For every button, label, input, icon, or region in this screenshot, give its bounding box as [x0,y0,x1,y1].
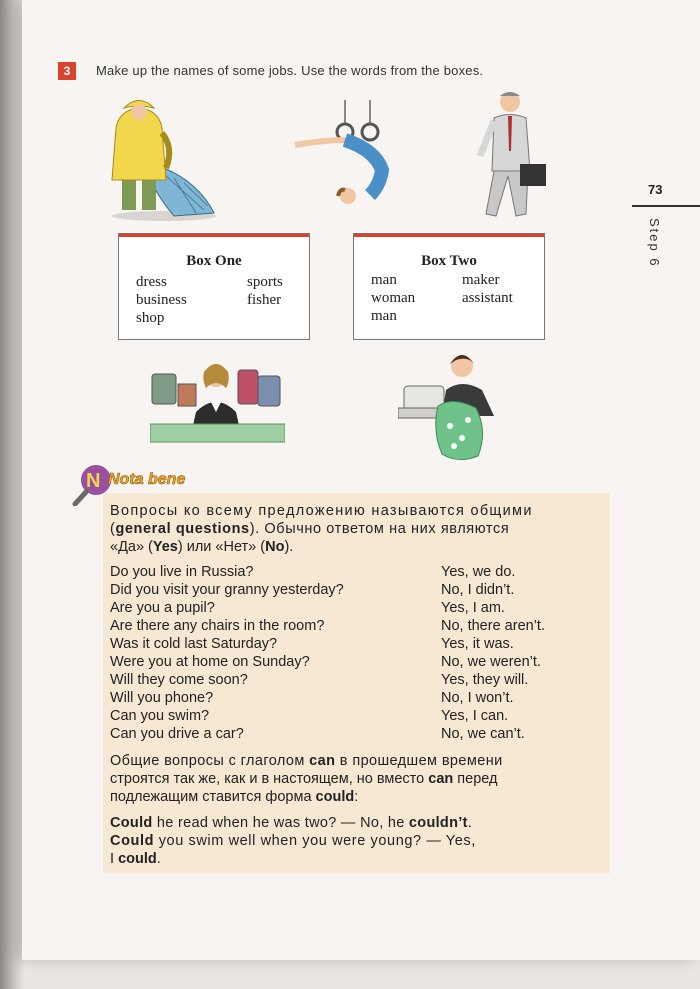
box-one-word: fisher [247,292,282,308]
box-one-title: Box One [186,253,242,269]
example-answer: No, I didn’t. [441,582,515,598]
page-tab-divider [632,205,700,207]
could-rule-line: подлежащим ставится форма could: [110,789,359,805]
example-question: Will you phone? [110,690,214,706]
could-example-line: I could. [110,851,161,867]
nota-bene-intro-line: (general questions). Обычно ответом на них являются [110,521,510,537]
fisherman-illustration [104,88,222,223]
example-question: Can you swim? [110,708,210,724]
could-example-line: Could he read when he was two? — No, he couldn’t. [110,815,473,831]
book-spine-shadow [0,0,24,989]
dressmaker-illustration [398,346,508,464]
box-two-word: woman [371,290,416,306]
nota-bene-intro-line: Вопросы ко всему предложению называются общими [110,503,533,519]
nota-bene-logo [70,462,230,506]
example-answer: Yes, we do. [441,564,516,580]
example-answer: Yes, they will. [441,672,529,688]
example-answer: Yes, I can. [441,708,509,724]
could-rule-line: строятся так же, как и в настоящем, но вместо can перед [110,771,498,787]
box-two-word: man [371,308,397,324]
box-one-word: dress [136,274,167,290]
example-answer: Yes, it was. [441,636,514,652]
box-two-word: assistant [462,290,513,306]
gymnast-illustration [290,100,400,210]
box-two-word: maker [462,272,500,288]
example-question: Are you a pupil? [110,600,215,616]
example-question: Can you drive a car? [110,726,244,742]
box-one-word: business [136,292,187,308]
box-two-word: man [371,272,397,288]
could-example-line: Could you swim well when you were young? — Yes, [110,833,476,849]
example-answer: Yes, I am. [441,600,505,616]
box-one [118,233,310,340]
example-answer: No, I won’t. [441,690,514,706]
box-two [353,233,545,340]
nota-bene-logo-text: Nota bene [108,471,186,488]
svg-text:N: N [86,470,101,492]
box-two-title: Box Two [421,253,477,269]
example-question: Do you live in Russia? [110,564,254,580]
nota-bene-intro-line: «Да» (Yes) или «Нет» (No). [110,539,294,555]
box-one-word: shop [136,310,165,326]
example-answer: No, we weren’t. [441,654,541,670]
example-answer: No, we can’t. [441,726,525,742]
example-answer: No, there aren’t. [441,618,545,634]
example-question: Did you visit your granny yesterday? [110,582,344,598]
example-question: Will they come soon? [110,672,248,688]
example-question: Was it cold last Saturday? [110,636,278,652]
example-question: Were you at home on Sunday? [110,654,310,670]
page-number: 73 [648,182,663,197]
could-rule-line: Общие вопросы с глаголом can в прошедшем времени [110,753,503,769]
step-label: Step 6 [647,218,662,268]
businessman-illustration [472,86,552,221]
box-one-word: sports [247,274,283,290]
example-question: Are there any chairs in the room? [110,618,325,634]
exercise-instruction: Make up the names of some jobs. Use the words from the boxes. [96,63,484,78]
shop-assistant-illustration [150,352,285,444]
exercise-number: 3 [58,62,76,80]
